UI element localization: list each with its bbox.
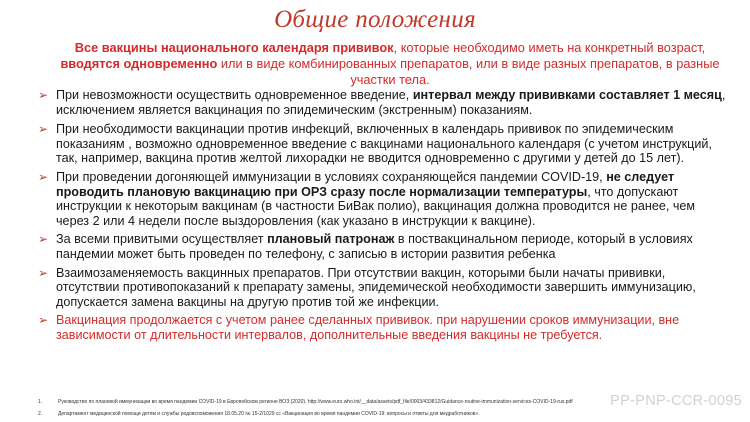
item-text: Взаимозаменяемость вакцинных препаратов. При отсутствии вакцин, которыми были начаты прививки, отсутствии противопоказаний к препарату замены, эпидемической необходимости завершить иммунизацию, допускается замена вакцины на другую против той же инфекции.	[56, 265, 696, 309]
footnote	[38, 399, 598, 405]
footnote	[38, 411, 598, 417]
item-bold: интервал между прививками составляет 1 месяц	[412, 88, 722, 102]
list-item	[38, 88, 728, 117]
arrow-bullet-icon: ➢	[38, 232, 49, 247]
arrow-bullet-icon: ➢	[38, 313, 49, 328]
list-item	[38, 232, 728, 261]
item-text: При невозможности осуществить одновременное введение,	[56, 88, 413, 102]
footnote-number: 2.	[38, 411, 43, 417]
item-bold: не следует проводить плановую вакцинацию при ОРЗ сразу после нормализации температуры	[56, 169, 675, 199]
item-text: , что допускают инструкции к некоторым вакцинам (в частности БиВак полио), вакцинация должна проводится не ранее, чем через 2 или 4 недели после выздоровления (как указано в инструкции к вакцине).	[56, 184, 696, 228]
intro-text-2: или в виде комбинированных препаратов, или в виде разных препаратов, в разные участки тела.	[217, 56, 720, 87]
item-text: в поствакцинальном периоде, который в условиях пандемии может быть проведен по телефону, с записью в истории развития ребенка	[56, 232, 693, 261]
list-item	[38, 170, 728, 228]
list-item	[38, 266, 728, 310]
arrow-bullet-icon: ➢	[38, 122, 49, 137]
arrow-bullet-icon: ➢	[38, 88, 49, 102]
bullet-list	[38, 88, 728, 343]
footnote-number: 1.	[38, 399, 43, 405]
page-title: Общие положения	[274, 6, 476, 33]
footnote-text: Руководство по плановой иммунизации во время пандемии COVID-19 в Европейском регионе ВОЗ (2020). http://www.euro.who.int/__data/assets/pdf_file/0003/433812/Guidance-routine-immunization-services-COVID-19-rus.pdf	[58, 399, 573, 405]
footnote-text: Департамент медицинской помощи детям и службы родовспоможения 18.05.20 № 15-2/1029 сс «Вакцинация во время пандемии COVID-19: вопросы и ответы для медработников».	[58, 411, 480, 417]
item-text: , исключением является вакцинация по эпидемическим (экстренным) показаниям.	[56, 88, 726, 117]
intro-text-1: , которые необходимо иметь на конкретный возраст,	[393, 40, 706, 55]
item-text: При проведении догоняющей иммунизации в условиях сохраняющейся пандемии COVID-19,	[56, 169, 607, 184]
intro-paragraph	[60, 40, 720, 88]
item-bold: плановый патронаж	[267, 232, 395, 247]
intro-bold-2: вводятся одновременно	[60, 56, 218, 71]
arrow-bullet-icon: ➢	[38, 169, 49, 184]
list-item	[38, 313, 728, 342]
item-text: Вакцинация продолжается с учетом ранее сделанных прививок. при нарушении сроков иммунизации, вне зависимости от длительности интервалов, дополнительные введения вакцины не требуется.	[56, 313, 680, 342]
arrow-bullet-icon: ➢	[38, 265, 49, 280]
item-text: За всеми привитыми осуществляет	[56, 232, 268, 247]
intro-bold-1: Все вакцины национального календаря прививок	[74, 40, 394, 55]
document-code-watermark: PP-PNP-CCR-0095	[610, 393, 742, 409]
list-item	[38, 122, 728, 166]
item-text: При необходимости вакцинации против инфекций, включенных в календарь прививок по эпидемическим показаниям , возможно одновременное введение с вакцинами национального календаря (с учетом инструкций, так, например, вакцина против желтой лихорадки не вводится одновременно с другими у детей до 15 лет).	[56, 122, 712, 166]
